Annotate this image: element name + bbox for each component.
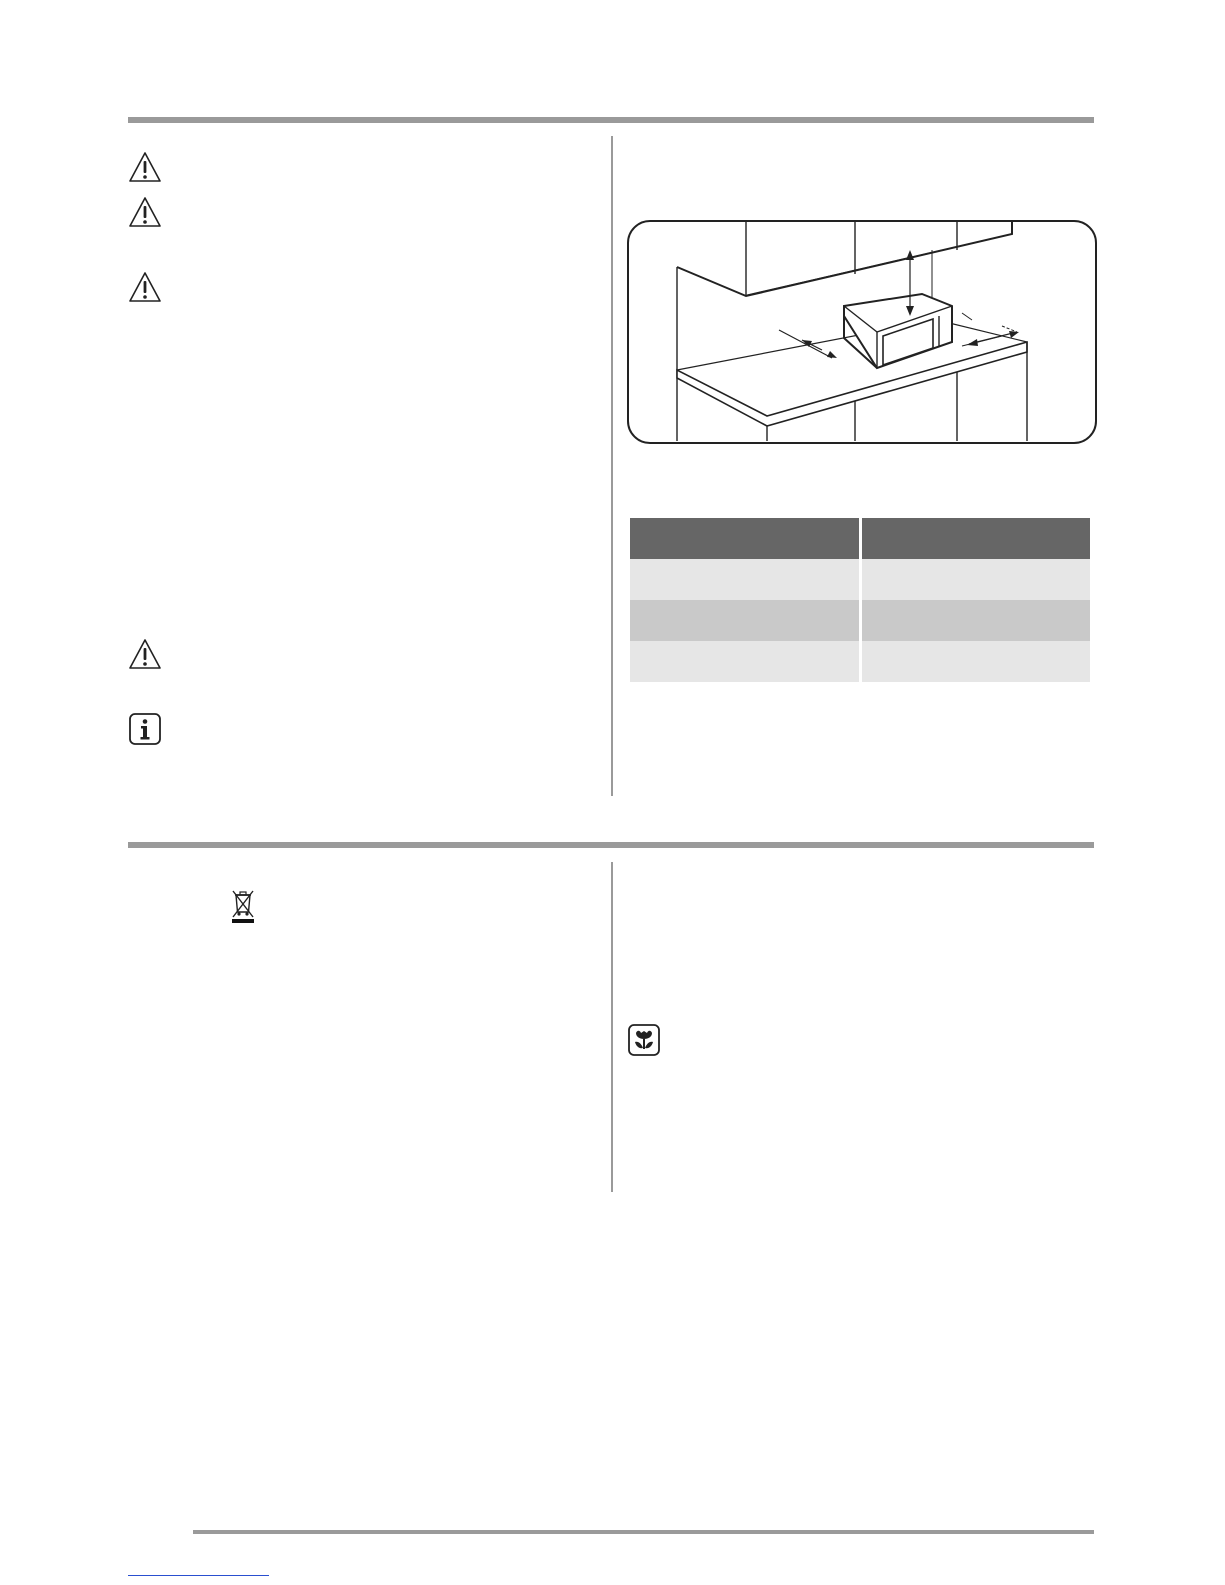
table-cell xyxy=(862,559,1091,600)
table-row xyxy=(630,559,1090,600)
table-header-cell xyxy=(862,518,1091,559)
info-icon xyxy=(128,712,162,746)
section-divider-middle xyxy=(128,842,1094,848)
table-header-row xyxy=(630,518,1090,559)
table-row xyxy=(630,641,1090,682)
clearance-table xyxy=(627,518,1093,682)
warning-triangle-icon xyxy=(128,270,162,304)
table-cell xyxy=(630,600,859,641)
installation-clearance-illustration xyxy=(627,220,1097,444)
section-divider-top xyxy=(128,117,1094,123)
footer-rule xyxy=(193,1530,1094,1534)
table-header-cell xyxy=(630,518,859,559)
table-row xyxy=(630,600,1090,641)
column-divider-top xyxy=(611,136,613,796)
table-cell xyxy=(630,641,859,682)
table-cell xyxy=(862,600,1091,641)
column-divider-bottom xyxy=(611,862,613,1192)
table-cell xyxy=(630,559,859,600)
recycle-flower-icon xyxy=(627,1023,661,1057)
warning-triangle-icon xyxy=(128,150,162,184)
warning-triangle-icon xyxy=(128,637,162,671)
table-cell xyxy=(862,641,1091,682)
footer-link-underline[interactable] xyxy=(128,1575,269,1576)
warning-triangle-icon xyxy=(128,195,162,229)
crossed-out-bin-icon xyxy=(228,888,258,924)
